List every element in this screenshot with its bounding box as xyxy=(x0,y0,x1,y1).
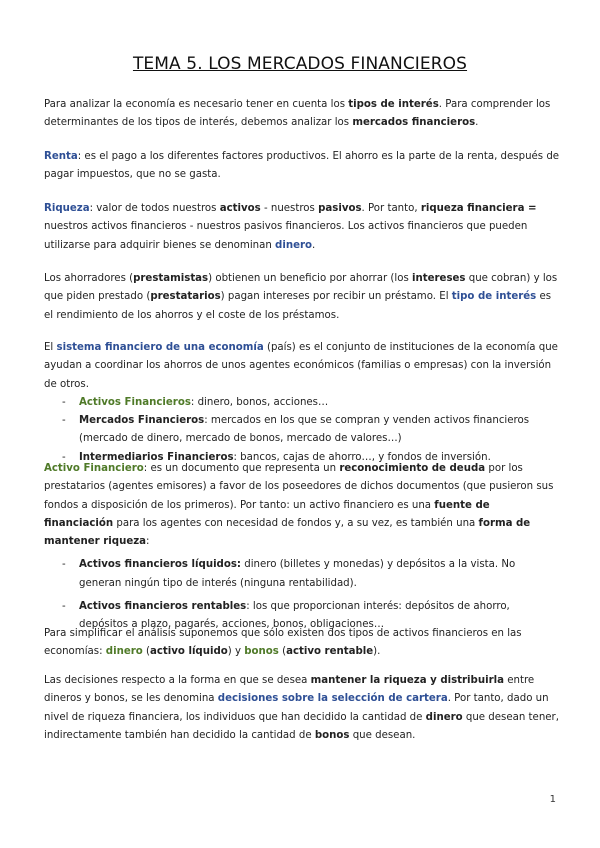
page-title: TEMA 5. LOS MERCADOS FINANCIEROS xyxy=(132,54,468,74)
page-number: 1 xyxy=(549,794,556,805)
list-item: - Mercados Financieros: mercados en los que se compran y venden activos financieros (mercado de dinero, mercado de bonos, mercado de valores…) xyxy=(44,412,560,449)
sistema-paragraph: El sistema financiero de una economía (país) es el conjunto de instituciones de la economía que ayudan a coordinar los ahorros de unos agentes económicos (familias o empresas) con la inversión de otros. - Activos Financieros: dinero, bonos, acciones… - Mercados Financieros: mercados en los que se compran y venden activos financieros (mercado de dinero, mercado de bonos, mercado de valores…) - Intermediarios Financieros: bancos, cajas de ahorro…, y fondos de inversión. xyxy=(44,339,560,467)
activo-paragraph: Activo Financiero: es un documento que representa un reconocimiento de deuda por los prestatarios (agentes emisores) a favor de los poseedores de dichos documentos (que pusieron sus fondos a disposición de los primeros). Por tanto: un activo financiero es una fuente de financiación para los agentes con necesidad de fondos y, a su vez, es también una forma de mantener riqueza: - Activos financieros líquidos: dinero (billetes y monedas) y depósitos a la vista. No generan ningún tipo de interés (ninguna rentabilidad). - Activos financieros rentables: los que proporcionan interés: depósitos de ahorro, depósitos a plazo, pagarés, acciones, bonos, obligaciones… xyxy=(44,460,560,635)
riqueza-term: Riqueza xyxy=(44,203,90,214)
simplificar-paragraph: Para simplificar el análisis suponemos que sólo existen dos tipos de activos financieros en las economías: dinero (activo líquido) y bonos (activo rentable). xyxy=(44,628,522,658)
list-item: - Activos Financieros: dinero, bonos, acciones… xyxy=(44,394,560,412)
activo-list xyxy=(44,556,560,634)
riqueza-paragraph: Riqueza: valor de todos nuestros activos - nuestros pasivos. Por tanto, riqueza financiera = nuestros activos financieros - nuestros pasivos financieros. Los activos financieros que pueden utilizarse para adquirir bienes se denominan dinero. xyxy=(44,203,537,251)
renta-term: Renta xyxy=(44,151,78,162)
decisiones-paragraph: Las decisiones respecto a la forma en que se desea mantener la riqueza y distribuirla entre dineros y bonos, se les denomina decisiones sobre la selección de cartera. Por tanto, dado un nivel de riqueza financiera, los individuos que han decidido la cantidad de dinero que desean tener, indirectamente también han decidido la cantidad de bonos que desean. xyxy=(44,675,559,741)
tipo-interes-term: tipo de interés xyxy=(451,291,537,303)
intro-paragraph: Para analizar la economía es necesario tener en cuenta los tipos de interés. Para comprender los determinantes de los tipos de interés, debemos analizar los mercados financieros. xyxy=(44,99,551,129)
seleccion-cartera-term: decisiones sobre la selección de cartera xyxy=(217,693,448,705)
list-item: - Activos financieros líquidos: dinero (billetes y monedas) y depósitos a la vista. No generan ningún tipo de interés (ninguna rentabilidad). xyxy=(44,556,560,593)
list-item: - Intermediarios Financieros: bancos, cajas de ahorro…, y fondos de inversión. xyxy=(44,449,560,467)
activo-term: Activo Financiero xyxy=(44,463,144,474)
sistema-list xyxy=(44,394,560,467)
list-item: - Activos financieros rentables: los que proporcionan interés: depósitos de ahorro, depósitos a plazo, pagarés, acciones, bonos, obligaciones… xyxy=(44,598,560,635)
renta-paragraph: Renta: es el pago a los diferentes factores productivos. El ahorro es la parte de la renta, después de pagar impuestos, que no se gasta. xyxy=(44,151,560,181)
ahorradores-paragraph: Los ahorradores (prestamistas) obtienen un beneficio por ahorrar (los intereses que cobran) y los que piden prestado (prestatarios) pagan intereses por recibir un préstamo. El tipo de interés es el rendimiento de los ahorros y el coste de los préstamos. xyxy=(44,273,558,321)
sistema-term: sistema financiero de una economía xyxy=(56,342,264,353)
dinero-term: dinero xyxy=(275,239,313,251)
